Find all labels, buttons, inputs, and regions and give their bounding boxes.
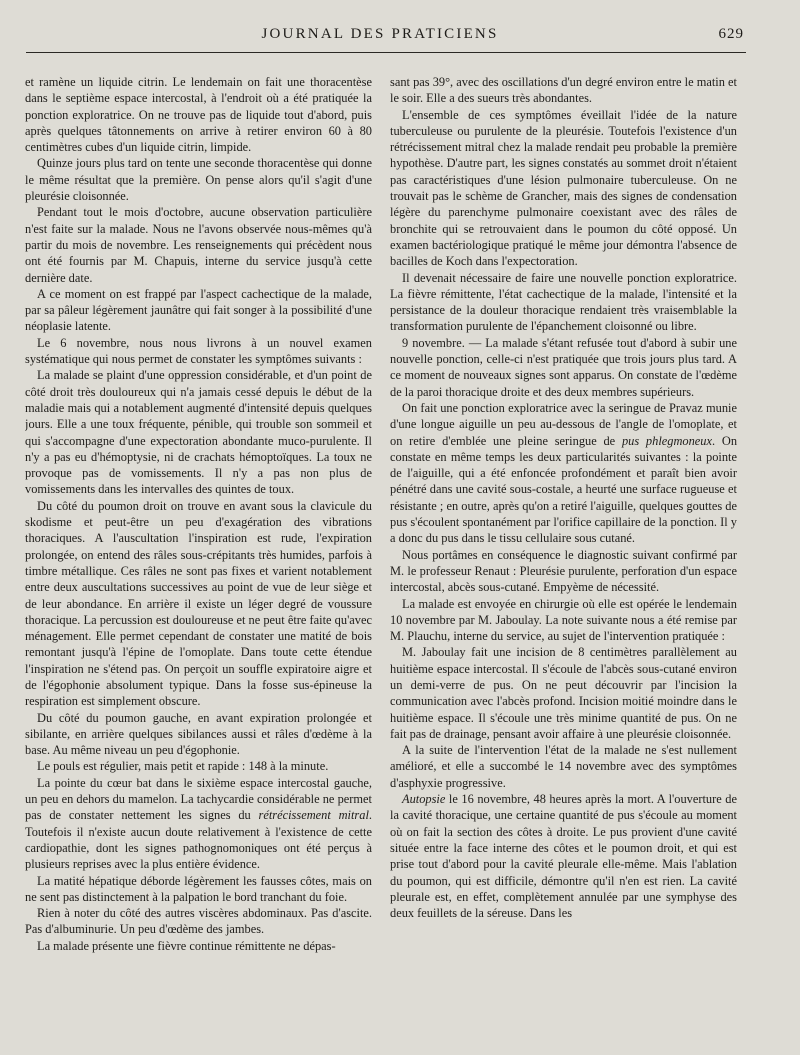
paragraph-text: A la suite de l'intervention l'état de la malade ne s'est nullement amélioré, et elle a succombé le 14 novembre avec des symptômes d'asphyxie progressive. (390, 743, 737, 790)
paragraph (390, 74, 737, 107)
paragraph-text: Du côté du poumon gauche, en avant expiration prolongée et sibilante, en arrière quelques sibilances aussi et râles d'œdème à la base. Au même niveau un peu d'égophonie. (25, 710, 372, 758)
paragraph-text: sant pas 39°, avec des oscillations d'un degré environ entre le matin et le soir. Elle a des sueurs très abondantes. (390, 75, 737, 106)
paragraph (25, 286, 372, 335)
italic-term: pus phlegmoneux (621, 433, 712, 448)
paragraph (390, 742, 737, 791)
header-rule (26, 52, 746, 53)
paragraph-text: le 16 novembre, 48 heures après la mort. A l'ouverture de la cavité thoracique, une certaine quantité de pus s'écoule au moment où on fait la section des côtes à droite. Le pus provient d'une cavité située entre la face interne des côtes et le poumon droit, et qui est prise tout d'abord pour la cavité pleurale elle-même. Mais l'ablation du poumon, qui est difficile, démontre qu'il n'en est rien. La cavité pleurale est, en effet, complètement annulée par une symphyse des deux feuillets de la séreuse. Dans les (390, 792, 737, 921)
paragraph-text: . Toutefois il n'existe aucun doute relativement à l'existence de cette cardiopathie, dont les signes pathognomoniques ont été perçus à plusieurs reprises avec la plus entière évidence. (25, 808, 372, 872)
paragraph-text: Quinze jours plus tard on tente une seconde thoracentèse qui donne le même résultat que la première. On pense alors qu'il s'agit d'une pleurésie cloisonnée. (25, 156, 372, 204)
left-column (25, 74, 372, 1014)
paragraph (25, 873, 372, 906)
paragraph (25, 155, 372, 204)
paragraph (390, 791, 737, 921)
paragraph-text: Rien à noter du côté des autres viscères abdominaux. Pas d'ascite. Pas d'albuminurie. Un peu d'œdème des jambes. (25, 906, 372, 937)
paragraph (25, 335, 372, 368)
paragraph-text: La malade est envoyée en chirurgie où elle est opérée le lendemain 10 novembre par M. Jaboulay. La note suivante nous a été remise par M. Plauchu, interne du service, au sujet de l'intervention pratiquée : (390, 596, 737, 644)
paragraph-text: La pointe du cœur bat dans le sixième espace intercostal gauche, un peu en dehors du mamelon. La tachycardie considérable ne permet pas de constater nettement les signes du (25, 775, 372, 823)
paragraph-text: La malade se plaint d'une oppression considérable, et d'un point de côté droit très douloureux qui n'a jamais cessé depuis le début de la maladie mais qui a notablement augmenté d'intensité depuis quelques jours. Elle a une toux fréquente, pénible, qui trouble son sommeil et qui s'accompagne d'une expectoration abondante muco-purulente. Il n'y a pas eu d'hémoptysie, ni de crachats hémoptoïques. La toux ne provoque pas de vomissements. Il n'y a pas non plus de vomissements dans les intervalles des quintes de toux. (25, 368, 372, 497)
paragraph-text: A ce moment on est frappé par l'aspect cachectique de la malade, par sa pâleur légèrement jaunâtre qui fait songer à la possibilité d'une néoplasie latente. (25, 286, 372, 334)
paragraph-text: . On constate en même temps les deux particularités suivantes : la pointe de l'aiguille, qui a été enfoncée profondément et paraît bien avoir pénétré dans une cavité sous-costale, a heurté une surface rugueuse et résistante ; en outre, après qu'on a retiré l'aiguille, quelques gouttes de pus s'écoulent spontanément par l'orifice capillaire de la ponction. Il y a donc du pus dans le tissu cellulaire sous cutané. (390, 433, 737, 546)
paragraph-text: Il devenait nécessaire de faire une nouvelle ponction exploratrice. La fièvre rémittente, l'état cachectique de la malade, l'intensité et la persistance de la douleur thoracique rendaient très vraisemblable la transformation purulente de l'épanchement cloisonné ou libre. (390, 270, 737, 334)
paragraph (390, 400, 737, 547)
paragraph-text: La matité hépatique déborde légèrement les fausses côtes, mais on ne sent pas distinctement à la palpation le bord tranchant du foie. (25, 873, 372, 904)
paragraph (390, 547, 737, 596)
paragraph (25, 938, 372, 954)
italic-lead: Autopsie (402, 792, 446, 807)
paragraph (25, 498, 372, 710)
paragraph-text: L'ensemble de ces symptômes éveillait l'idée de la nature tuberculeuse ou purulente de la pleurésie. Toutefois l'existence d'un rétrécissement mitral chez la malade rendait peu probable la première hypothèse. D'autre part, les signes constatés au sommet droit n'étaient pas caractéristiques d'une lésion pulmonaire tuberculeuse. On ne trouvait pas le schème de Grancher, mais des signes de condensation légère du parenchyme pulmonaire coexistant avec des râles de bronchite qui se retrouvaient dans le poumon du côté opposé. Un examen bactériologique pratiqué le même jour démontra l'absence de bacilles de Koch dans l'expectoration. (390, 107, 737, 269)
italic-term: rétrécissement mitral (258, 808, 369, 823)
paragraph-text: M. Jaboulay fait une incision de 8 centimètres parallèlement au huitième espace intercostal. Il s'écoule de l'abcès sous-cutané environ un demi-verre de pus. On ne peut découvrir par l'incision la communication avec l'abcès profond. Incision moitié moindre dans le huitième espace. Il s'écoule une très minime quantité de pus. On ne fait pas de drainage, pensant avoir affaire à une pleurésie cloisonnée. (390, 645, 737, 741)
paragraph-text: Du côté du poumon droit on trouve en avant sous la clavicule du skodisme et peut-être un peu d'exagération des vibrations thoraciques. A l'auscultation l'inspiration est rude, l'expiration prolongée, on entend des râles sous-crépitants très humides, parfois à timbre métallique. Ces râles ne sont pas fixes et varient notablement entre deux auscultations successives au point de vue de leur siège et de leur abondance. En arrière il existe un léger degré de voussure thoracique. La percussion est douloureuse et ne peut être faite qu'avec ménagement. Elle permet cependant de constater une matité de bois remontant jusqu'à l'épine de l'omoplate. Dans toute cette étendue l'inspiration ne s'étend pas. On perçoit un souffle expiratoire aigre et de l'égophonie absolument typique. Dans la fosse sus-épineuse la respiration est simplement obscure. (25, 498, 372, 709)
paragraph-text: Le pouls est régulier, mais petit et rapide : 148 à la minute. (37, 759, 329, 774)
journal-title: JOURNAL DES PRATICIENS (261, 26, 499, 42)
paragraph-text: Pendant tout le mois d'octobre, aucune observation particulière n'est faite sur la malade. Nous ne l'avons observée nous-mêmes qu'à partir du mois de novembre. Les renseignements qui précèdent nous ont été fournis par M. Chapuis, interne du service jusqu'à cette dernière date. (25, 205, 372, 285)
paragraph-text: Le 6 novembre, nous nous livrons à un nouvel examen systématique qui nous permet de constater les symptômes suivants : (25, 335, 372, 367)
paragraph (25, 204, 372, 285)
paragraph (25, 758, 372, 774)
paragraph (25, 775, 372, 873)
paragraph-text: et ramène un liquide citrin. Le lendemain on fait une thoracentèse dans le septième espace intercostal, à l'endroit où a été pratiquée la ponction exploratrice. On ne trouve pas de liquide tout d'abord, puis après quelques tâtonnements on arrive à retirer environ 60 à 80 centimètres cubes d'un liquide citrin, limpide. (25, 75, 372, 155)
running-header (0, 22, 800, 46)
paragraph (25, 367, 372, 497)
paragraph (390, 335, 737, 400)
paragraph (25, 710, 372, 759)
paragraph (390, 644, 737, 742)
right-column (390, 74, 737, 1014)
paragraph (390, 270, 737, 335)
paragraph-text: 9 novembre. — La malade s'étant refusée tout d'abord à subir une nouvelle ponction, celle-ci n'est pratiquée que trois jours plus tard. A ce moment de nouveaux signes sont apparus. On constate de l'œdème de la paroi thoracique droite et des deux membres supérieurs. (390, 335, 737, 399)
paragraph (25, 74, 372, 155)
paragraph (390, 596, 737, 645)
paragraph (390, 107, 737, 270)
paragraph-text: La malade présente une fièvre continue rémittente ne dépas- (37, 938, 336, 953)
paragraph (25, 905, 372, 938)
paragraph-text: On fait une ponction exploratrice avec la seringue de Pravaz munie d'une longue aiguille un peu au-dessous de l'angle de l'omoplate, et on retire d'emblée une pleine seringue de (390, 400, 737, 448)
page-number: 629 (718, 26, 744, 42)
paragraph-text: Nous portâmes en conséquence le diagnostic suivant confirmé par M. le professeur Renaut : Pleurésie purulente, perforation d'un espace intercostal, abcès sous-cutané. Empyème de nécessité. (390, 547, 737, 595)
